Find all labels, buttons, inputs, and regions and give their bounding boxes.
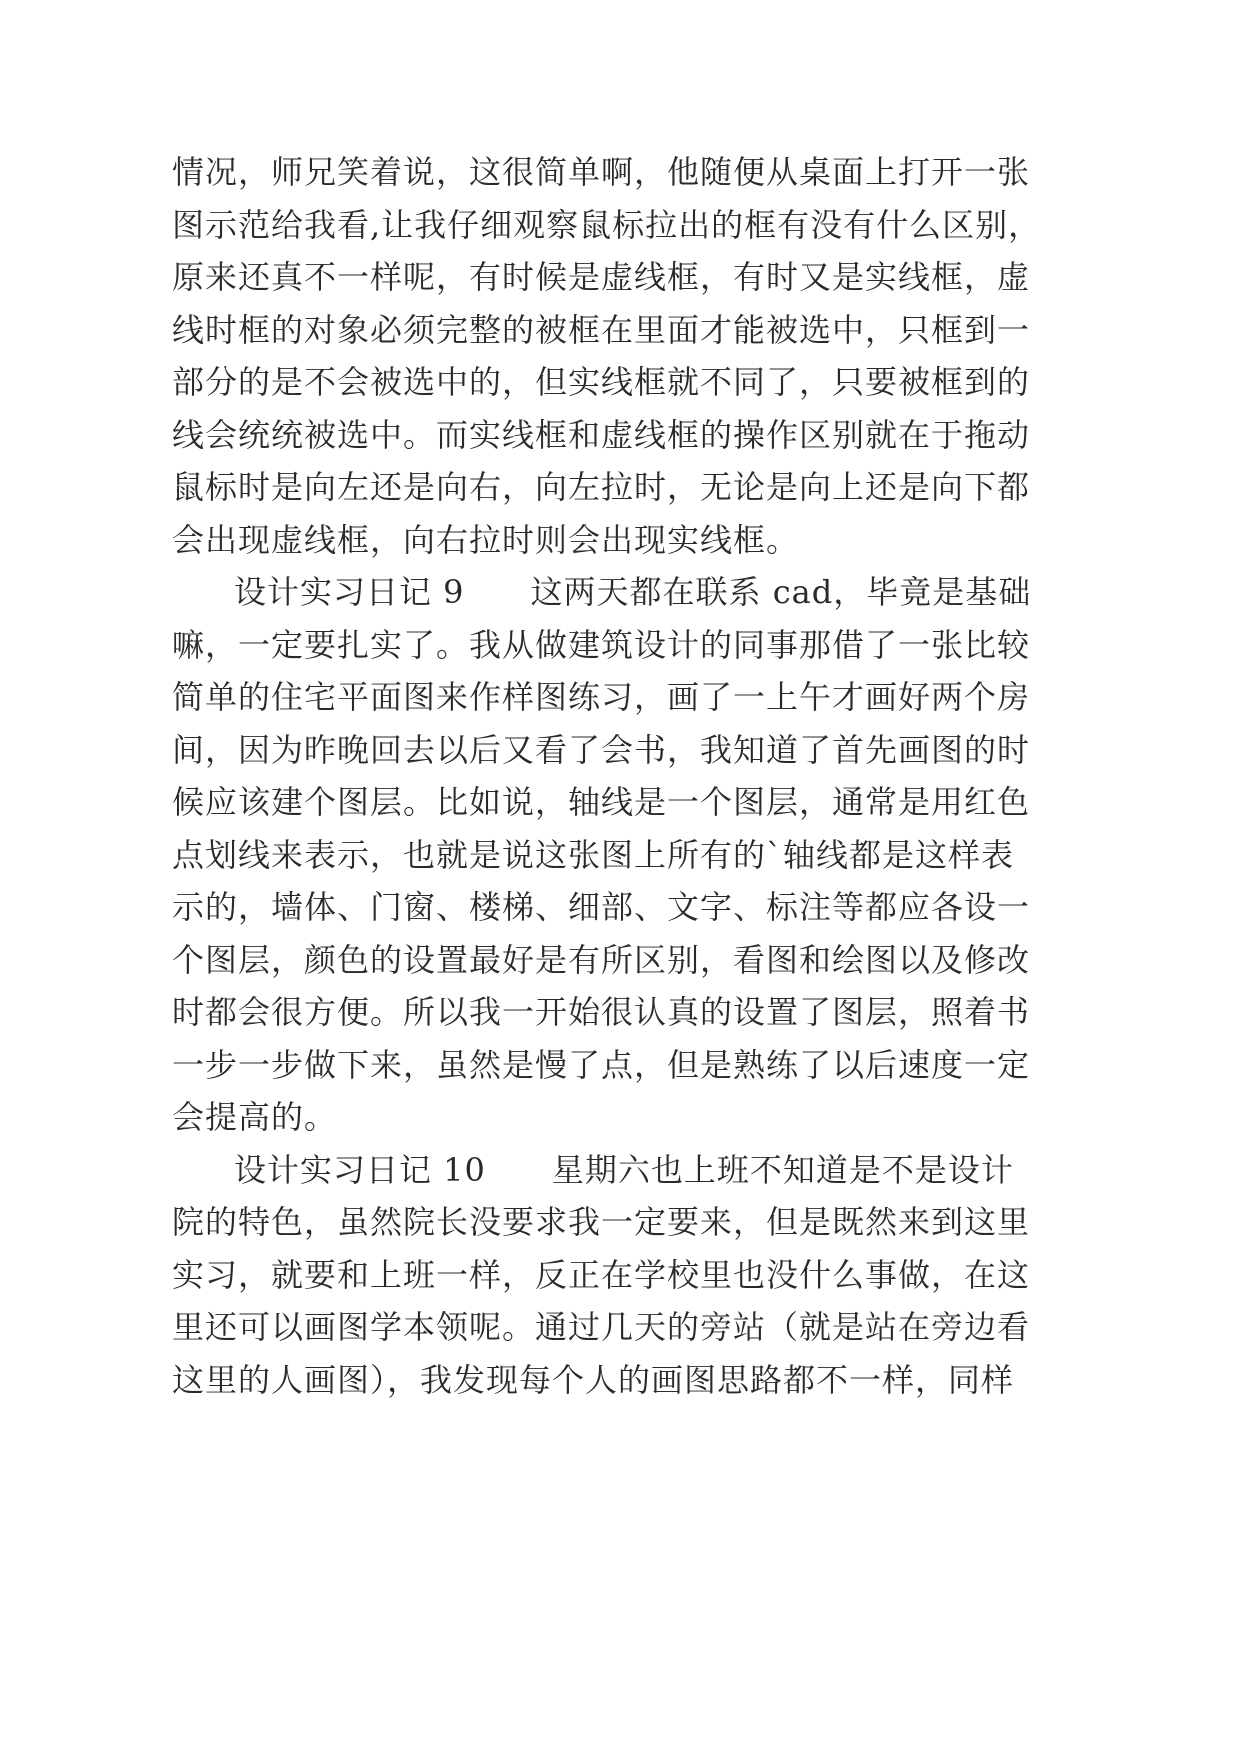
text-line: 一步一步做下来，虽然是慢了点，但是熟练了以后速度一定 xyxy=(172,1045,1031,1084)
text-line: 时都会很方便。所以我一开始很认真的设置了图层，照着书 xyxy=(172,993,1031,1031)
text-line: 间，因为昨晚回去以后又看了会书，我知道了首先画图的时 xyxy=(172,730,1031,769)
body-text xyxy=(172,146,1172,1406)
text-line: 部分的是不会被选中的，但实线框就不同了，只要被框到的 xyxy=(172,363,1031,401)
text-line: 图示范给我看,让我仔细观察鼠标拉出的框有没有什么区别， xyxy=(172,205,1042,244)
text-line: 会出现虚线框，向右拉时则会出现实线框。 xyxy=(172,520,800,559)
text-line: 个图层，颜色的设置最好是有所区别，看图和绘图以及修改 xyxy=(172,940,1031,979)
text-line: 院的特色，虽然院长没要求我一定要来，但是既然来到这里 xyxy=(172,1203,1031,1241)
text-line: 原来还真不一样呢，有时候是虚线框，有时又是实线框，虚 xyxy=(172,258,1031,296)
text-line: 情况，师兄笑着说，这很简单啊，他随便从桌面上打开一张 xyxy=(172,153,1031,191)
paragraph xyxy=(172,1144,1172,1407)
text-line: 会提高的。 xyxy=(172,1098,338,1136)
text-line: 线会统统被选中。而实线框和虚线框的操作区别就在于拖动 xyxy=(172,415,1031,454)
text-line: 实习，就要和上班一样，反正在学校里也没什么事做，在这 xyxy=(172,1255,1031,1294)
text-line: 点划线来表示，也就是说这张图上所有的`轴线都是这样表 xyxy=(172,835,1015,874)
text-line: 示的，墙体、门窗、楼梯、细部、文字、标注等都应各设一 xyxy=(172,888,1031,926)
text-line: 简单的住宅平面图来作样图练习，画了一上午才画好两个房 xyxy=(172,678,1031,716)
text-line: 这里的人画图），我发现每个人的画图思路都不一样，同样 xyxy=(172,1360,1015,1399)
text-line: 里还可以画图学本领呢。通过几天的旁站（就是站在旁边看 xyxy=(172,1308,1031,1346)
paragraph xyxy=(172,566,1172,1144)
text-line: 候应该建个图层。比如说，轴线是一个图层，通常是用红色 xyxy=(172,783,1031,821)
text-line: 设计实习日记 9 这两天都在联系 cad，毕竟是基础 xyxy=(234,573,1032,611)
text-line: 线时框的对象必须完整的被框在里面才能被选中，只框到一 xyxy=(172,310,1031,349)
text-line: 设计实习日记 10 星期六也上班不知道是不是设计 xyxy=(234,1150,1014,1189)
paragraph xyxy=(172,146,1172,566)
text-line: 鼠标时是向左还是向右，向左拉时，无论是向上还是向下都 xyxy=(172,468,1031,506)
text-line: 嘛，一定要扎实了。我从做建筑设计的同事那借了一张比较 xyxy=(172,625,1031,664)
